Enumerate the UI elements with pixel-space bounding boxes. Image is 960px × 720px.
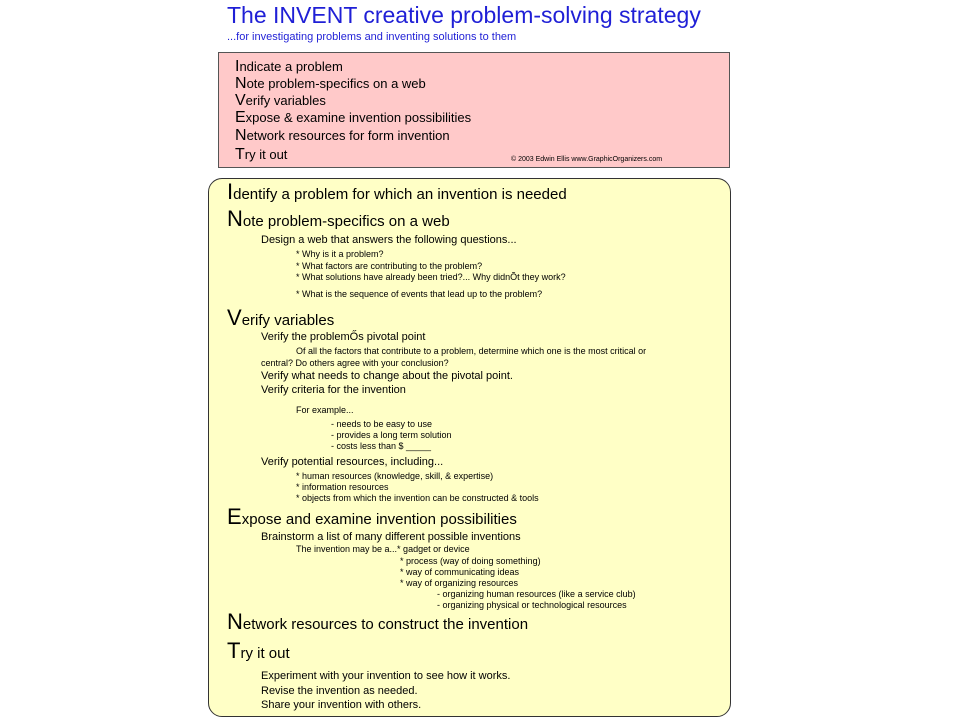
- summary-item-note: [235, 75, 426, 93]
- step-text: ote problem-specifics on a web: [242, 213, 450, 230]
- summary-initial: I: [235, 58, 240, 75]
- verify-change: Verify what needs to change about the pivotal point.: [261, 370, 513, 382]
- step-text: etwork resources to construct the invention: [242, 616, 529, 633]
- verify-example-1: - needs to be easy to use: [331, 419, 433, 429]
- verify-example-intro: For example...: [296, 405, 354, 415]
- page-title: The INVENT creative problem-solving strategy: [227, 2, 701, 28]
- step-text: xpose and examine invention possibilities: [241, 511, 517, 528]
- step-initial: N: [227, 206, 243, 231]
- summary-text: erify variables: [245, 93, 326, 108]
- note-question-4: * What is the sequence of events that lead up to the problem?: [296, 289, 543, 299]
- summary-box: [218, 52, 730, 168]
- summary-initial: V: [235, 92, 246, 109]
- step-network-heading: [227, 609, 528, 635]
- step-initial: E: [227, 504, 242, 529]
- detail-box: [208, 178, 731, 717]
- step-expose-heading: [227, 504, 517, 530]
- summary-item-indicate: [235, 58, 343, 76]
- note-question-2: * What factors are contributing to the problem?: [296, 261, 483, 271]
- verify-pivot: Verify the problemŐs pivotal point: [261, 331, 426, 343]
- step-text: ry it out: [240, 645, 290, 662]
- expose-possibility-1: * process (way of doing something): [400, 556, 541, 566]
- summary-initial: T: [235, 146, 245, 163]
- verify-resource-1: * human resources (knowledge, skill, & expertise): [296, 471, 494, 481]
- note-intro: Design a web that answers the following questions...: [261, 234, 517, 246]
- step-note-heading: [227, 206, 450, 232]
- expose-brainstorm: Brainstorm a list of many different possible inventions: [261, 531, 521, 543]
- verify-resource-3: * objects from which the invention can be constructed & tools: [296, 493, 539, 503]
- try-step-3: Share your invention with others.: [261, 699, 422, 711]
- verify-example-3: - costs less than $ _____: [331, 441, 432, 451]
- summary-text: ry it out: [244, 147, 288, 162]
- verify-pivot-text-2: central? Do others agree with your conclusion?: [261, 358, 449, 368]
- page-subtitle: ...for investigating problems and inventing solutions to them: [227, 31, 517, 43]
- summary-initial: N: [235, 75, 247, 92]
- expose-possibility-2: * way of communicating ideas: [400, 567, 520, 577]
- step-initial: N: [227, 609, 243, 634]
- note-question-1: * Why is it a problem?: [296, 249, 384, 259]
- step-identify-heading: [227, 179, 567, 205]
- step-text: dentify a problem for which an invention is needed: [233, 186, 567, 203]
- try-step-2: Revise the invention as needed.: [261, 685, 418, 697]
- summary-item-network: [235, 127, 450, 145]
- try-step-1: Experiment with your invention to see how it works.: [261, 670, 511, 682]
- summary-item-verify: [235, 92, 326, 110]
- step-initial: T: [227, 638, 241, 663]
- step-text: erify variables: [241, 312, 335, 329]
- summary-text: ndicate a problem: [239, 59, 343, 74]
- expose-may-be: The invention may be a...* gadget or device: [296, 544, 470, 554]
- summary-text: etwork resources for form invention: [246, 128, 450, 143]
- step-initial: V: [227, 305, 242, 330]
- step-verify-heading: [227, 305, 334, 331]
- verify-criteria: Verify criteria for the invention: [261, 384, 406, 396]
- step-try-heading: [227, 638, 290, 664]
- verify-example-2: - provides a long term solution: [331, 430, 452, 440]
- copyright-notice: © 2003 Edwin Ellis www.GraphicOrganizers.com: [511, 156, 663, 163]
- summary-initial: E: [235, 109, 246, 126]
- summary-initial: N: [235, 127, 247, 144]
- expose-possibility-3: * way of organizing resources: [400, 578, 519, 588]
- verify-pivot-text-1: Of all the factors that contribute to a problem, determine which one is the most critical or: [296, 346, 647, 356]
- verify-resources: Verify potential resources, including...: [261, 456, 444, 468]
- summary-text: ote problem-specifics on a web: [246, 76, 426, 91]
- expose-possibility-4: - organizing human resources (like a service club): [437, 589, 636, 599]
- summary-text: xpose & examine invention possibilities: [245, 110, 472, 125]
- summary-item-try: [235, 146, 287, 164]
- verify-resource-2: * information resources: [296, 482, 389, 492]
- expose-possibility-5: - organizing physical or technological resources: [437, 600, 627, 610]
- step-initial: I: [227, 179, 234, 204]
- note-question-3: * What solutions have already been tried?... Why didnÕt they work?: [296, 272, 566, 282]
- summary-item-expose: [235, 109, 471, 127]
